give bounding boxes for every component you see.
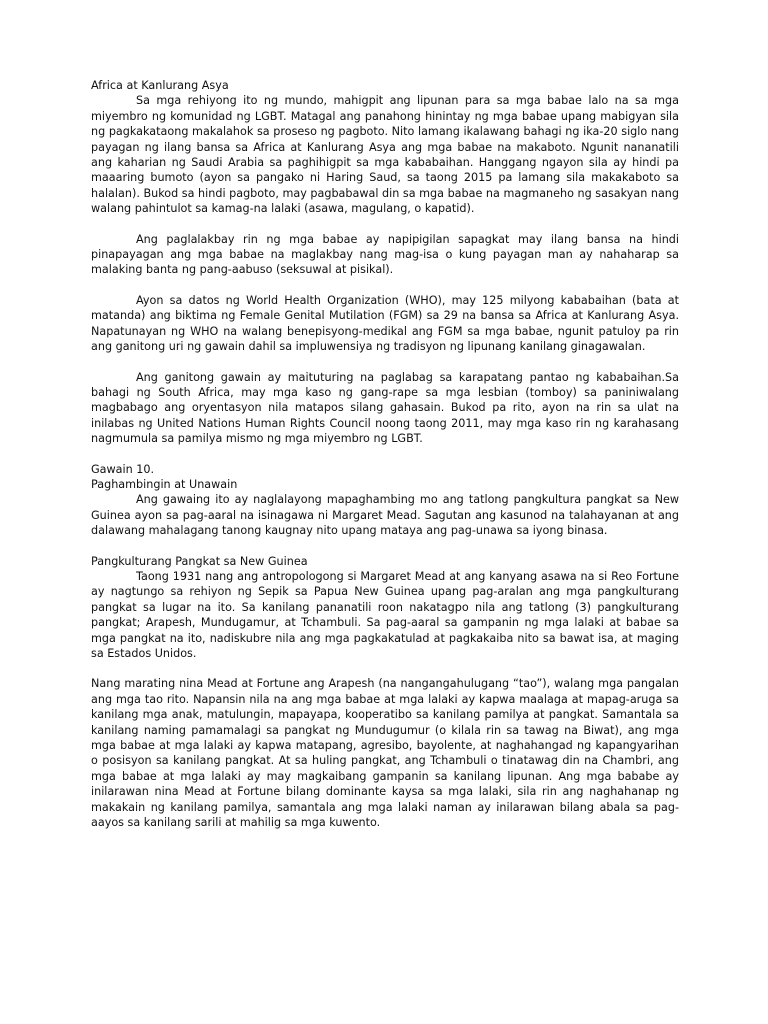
paragraph-human-rights: Ang ganitong gawain ay maituturing na paglabag sa karapatang pantao ng kababaihan.Sa bahagi ng South Africa, may mga kaso ng gang-rape sa mga lesbian (tomboy) sa paniniwalang magbabago ang oryentasyon nila matapos silang gahasain. Bukod pa rito, ayon na rin sa ulat na inilabas ng United Nations Human Rights Council noong taong 2011, may mga kaso rin ng karahasang nagmumula sa pamilya mismo ng mga miyembro ng LGBT. bbox=[91, 370, 679, 446]
activity-title: Paghambingin at Unawain bbox=[91, 477, 238, 491]
spacer bbox=[91, 661, 679, 676]
section-heading-africa: Africa at Kanlurang Asya bbox=[91, 79, 229, 92]
document-page bbox=[91, 78, 679, 830]
activity-number: Gawain 10. bbox=[91, 462, 155, 476]
paragraph-arapesh-mundugumur-tchambuli: Nang marating nina Mead at Fortune ang Arapesh (na nangangahulugang “tao”), walang mga pangalan ang mga tao rito. Napansin nila na ang mga babae at mga lalaki ay kapwa maalaga at mapag-aruga sa kanilang mga anak, matulungin, mapayapa, kooperatibo sa kanilang pamilya at pangkat. Samantala sa kanilang naming pamamalagi sa pangkat ng Mundugumur (o kilala rin sa tawag na Biwat), ang mga mga babae at mga lalaki ay kapwa matapang, agresibo, bayolente, at naghahangad ng kapangyarihan o posisyon sa kanilang pangkat. At sa huling pangkat, ang Tchambuli o tinatawag din na Chambri, ang mga babae at mga lalaki ay may magkaibang gampanin sa kanilang lipunan. Ang mga bababe ay inilarawan nina Mead at Fortune bilang dominante kaysa sa mga lalaki, sila rin ang naghahanap ng makakain ng kanilang pamilya, samantala ang mga lalaki naman ay inilarawan bilang abala sa pag-aayos sa kanilang sarili at mahilig sa mga kuwento. bbox=[91, 677, 679, 830]
paragraph-activity-instructions: Ang gawaing ito ay naglalayong mapaghambing mo ang tatlong pangkultura pangkat sa New Guinea ayon sa pag-aaral na isinagawa ni Margaret Mead. Sagutan ang kasunod na talahayanan at ang dalawang mahalagang tanong kaugnay nito upang mataya ang pag-unawa sa iyong binasa. bbox=[91, 493, 679, 538]
paragraph-mead-fortune: Taong 1931 nang ang antropologong si Margaret Mead at ang kanyang asawa na si Reo Fortune ay nagtungo sa rehiyon ng Sepik sa Papua New Guinea upang pag-aralan ang mga pangkulturang pangkat sa lugar na ito. Sa kanilang pananatili roon nakatagpo nila ang tatlong (3) pangkulturang pangkat; Arapesh, Mundugamur, at Tchambuli. Sa pag-aaral sa gampanin ng mga lalaki at babae sa mga pangkat na ito, nadiskubre nila ang mga pagkakatulad at pagkakaiba nito sa bawat isa, at maging sa Estados Unidos. bbox=[91, 569, 679, 660]
spacer bbox=[91, 217, 679, 232]
section-heading-new-guinea: Pangkulturang Pangkat sa New Guinea bbox=[91, 554, 308, 568]
spacer bbox=[91, 447, 679, 462]
spacer bbox=[91, 278, 679, 293]
paragraph-voting: Sa mga rehiyong ito ng mundo, mahigpit ang lipunan para sa mga babae lalo na sa mga miyembro ng komunidad ng LGBT. Matagal ang panahong hinintay ng mga babae upang mabigyan sila ng pagkakataong makalahok sa proseso ng pagboto. Nito lamang ikalawang bahagi ng ika-20 siglo nang payagan ng ilang bansa sa Africa at Kanlurang Asya ang mga babae na makaboto. Ngunit nananatili ang kaharian ng Saudi Arabia sa paghihigpit sa mga kababaihan. Hanggang ngayon sila ay hindi pa maaaring bumoto (ayon sa pangako ni Haring Saud, sa taong 2015 pa lamang sila makakaboto sa halalan). Bukod sa hindi pagboto, may pagbabawal din sa mga babae na magmaneho ng sasakyan nang walang pahintulot sa kamag-na lalaki (asawa, magulang, o kapatid). bbox=[91, 94, 679, 216]
spacer bbox=[91, 539, 679, 554]
spacer bbox=[91, 355, 679, 370]
paragraph-fgm: Ayon sa datos ng World Health Organization (WHO), may 125 milyong kababaihan (bata at matanda) ang biktima ng Female Genital Mutilation (FGM) sa 29 na bansa sa Africa at Kanlurang Asya. Napatunayan ng WHO na walang benepisyong-medikal ang FGM sa mga babae, ngunit patuloy pa rin ang ganitong uri ng gawain dahil sa impluwensiya ng tradisyon ng lipunang kanilang ginagawalan. bbox=[91, 293, 679, 354]
paragraph-travel: Ang paglalakbay rin ng mga babae ay napipigilan sapagkat may ilang bansa na hindi pinapayagan ang mga babae na maglakbay nang mag-isa o kung payagan man ay nahaharap sa malaking banta ng pang-aabuso (seksuwal at pisikal). bbox=[91, 232, 679, 277]
